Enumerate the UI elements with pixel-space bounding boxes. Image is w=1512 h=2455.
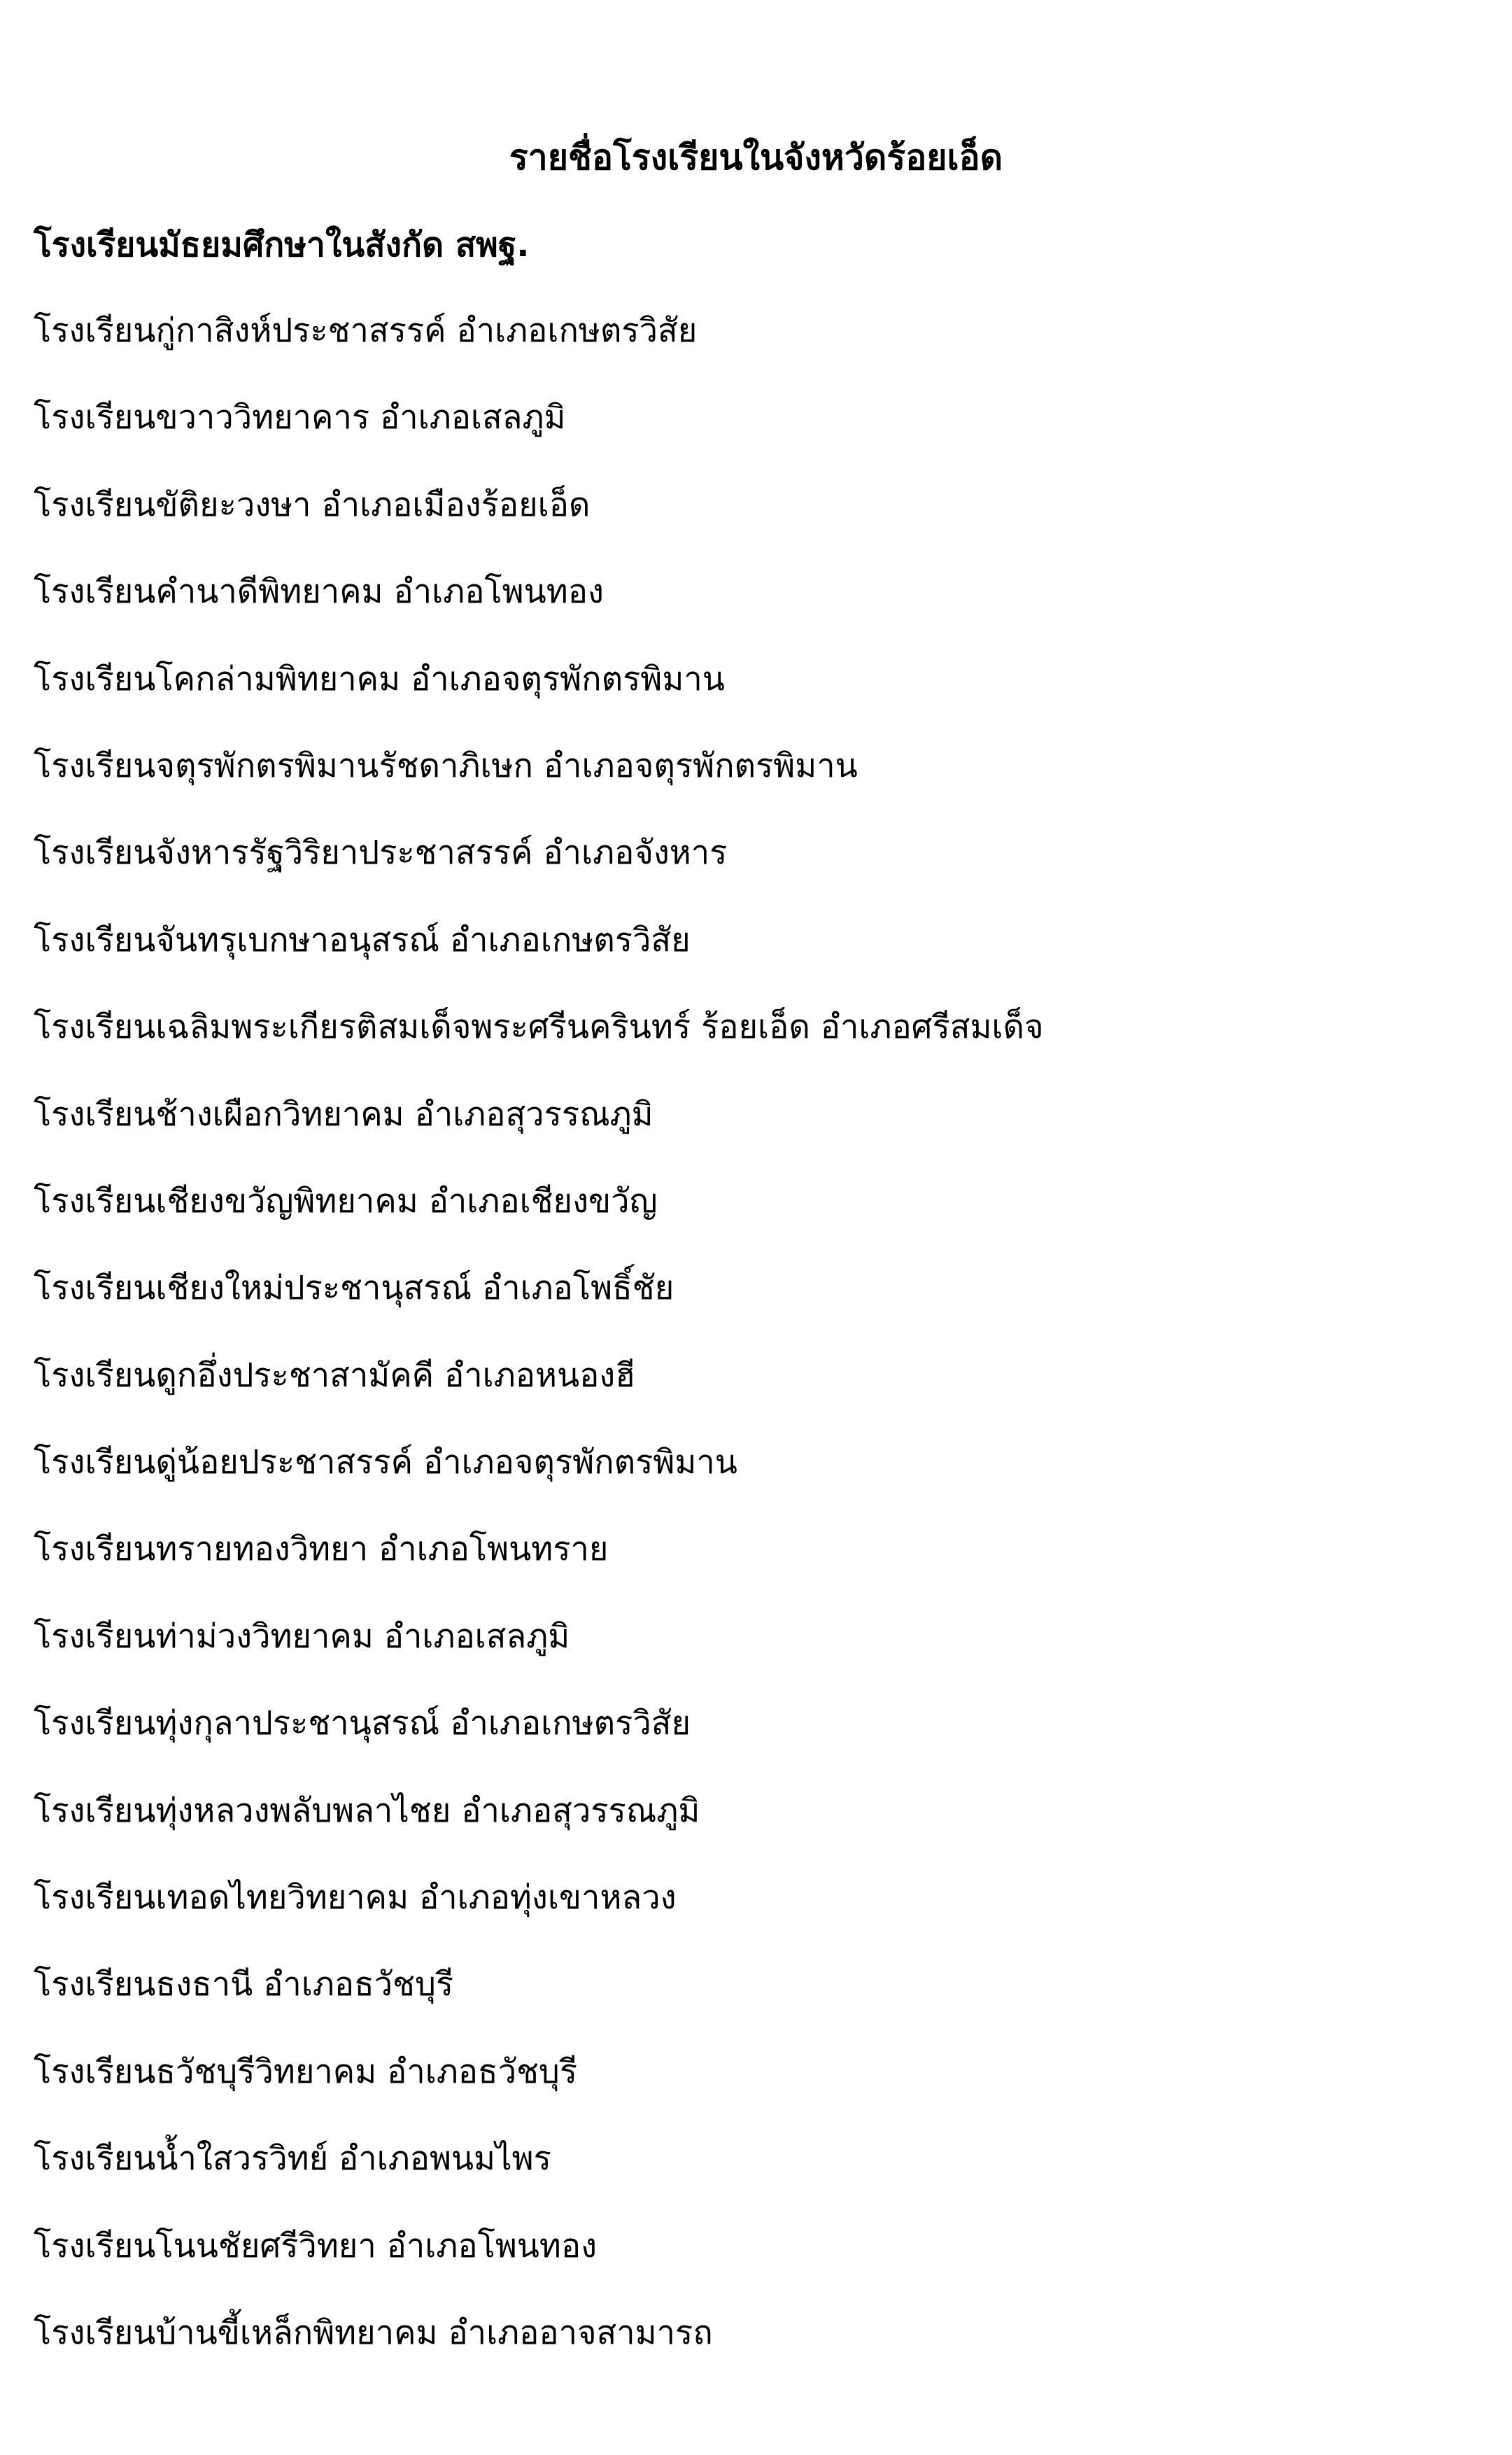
list-item: โรงเรียนช้างเผือกวิทยาคม อำเภอสุวรรณภูมิ [34,1095,653,1134]
document-title: รายชื่อโรงเรียนในจังหวัดร้อยเอ็ด [509,137,1003,178]
list-item: โรงเรียนกู่กาสิงห์ประชาสรรค์ อำเภอเกษตรวิสัย [34,311,698,350]
list-item: โรงเรียนทุ่งหลวงพลับพลาไชย อำเภอสุวรรณภูมิ [34,1791,700,1830]
list-item: โรงเรียนจตุรพักตรพิมานรัชดาภิเษก อำเภอจตุรพักตรพิมาน [34,746,858,785]
list-item: โรงเรียนทุ่งกุลาประชานุสรณ์ อำเภอเกษตรวิสัย [34,1704,691,1743]
list-item: โรงเรียนจังหารรัฐวิริยาประชาสรรค์ อำเภอจังหาร [34,833,728,873]
list-item: โรงเรียนเฉลิมพระเกียรติสมเด็จพระศรีนครินทร์ ร้อยเอ็ด อำเภอศรีสมเด็จ [34,1008,1044,1047]
list-item: โรงเรียนจันทรุเบกษาอนุสรณ์ อำเภอเกษตรวิสัย [34,920,691,959]
list-item: โรงเรียนขวาววิทยาคาร อำเภอเสลภูมิ [34,398,566,437]
list-item: โรงเรียนขัติยะวงษา อำเภอเมืองร้อยเอ็ด [34,485,591,524]
list-item: โรงเรียนธงธานี อำเภอธวัชบุรี [34,1965,454,2004]
list-item: โรงเรียนโคกล่ามพิทยาคม อำเภอจตุรพักตรพิมาน [34,659,725,698]
school-list [34,307,1044,2396]
list-item: โรงเรียนดู่น้อยประชาสรรค์ อำเภอจตุรพักตรพิมาน [34,1443,737,1482]
list-item: โรงเรียนเชียงขวัญพิทยาคม อำเภอเชียงขวัญ [34,1181,658,1221]
list-item: โรงเรียนเทอดไทยวิทยาคม อำเภอทุ่งเขาหลวง [34,1878,677,1918]
list-item: โรงเรียนธวัชบุรีวิทยาคม อำเภอธวัชบุรี [34,2052,578,2091]
list-item: โรงเรียนโนนชัยศรีวิทยา อำเภอโพนทอง [34,2226,598,2265]
section-heading: โรงเรียนมัธยมศึกษาในสังกัด สพฐ. [34,225,530,265]
list-item: โรงเรียนทรายทองวิทยา อำเภอโพนทราย [34,1530,609,1569]
list-item: โรงเรียนคำนาดีพิทยาคม อำเภอโพนทอง [34,572,604,612]
list-item: โรงเรียนบ้านขี้เหล็กพิทยาคม อำเภออาจสามารถ [34,2313,713,2352]
list-item: โรงเรียนท่าม่วงวิทยาคม อำเภอเสลภูมิ [34,1617,570,1656]
list-item: โรงเรียนเชียงใหม่ประชานุสรณ์ อำเภอโพธิ์ชัย [34,1269,674,1308]
list-item: โรงเรียนน้ำใสวรวิทย์ อำเภอพนมไพร [34,2139,551,2179]
list-item: โรงเรียนดูกอึ่งประชาสามัคคี อำเภอหนองฮี [34,1356,635,1395]
